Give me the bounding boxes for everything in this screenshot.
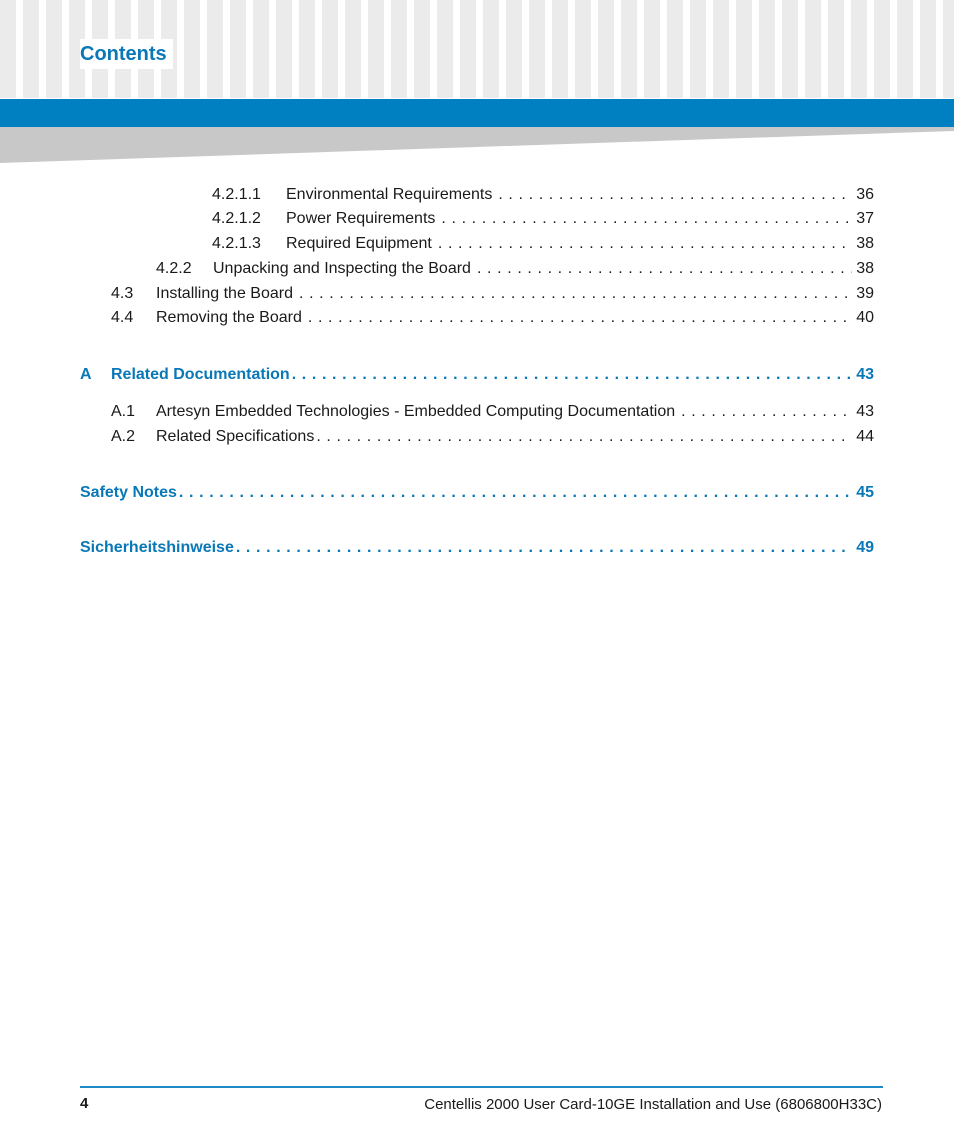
dot-leader	[299, 284, 852, 304]
toc-entry-title: Environmental Requirements	[286, 186, 493, 203]
toc-entry-4-2-2[interactable]	[156, 259, 874, 279]
toc-entry-page: 45	[856, 484, 874, 501]
toc-entry-sicherheitshinweise[interactable]	[80, 538, 874, 558]
toc-entry-page: 40	[856, 309, 874, 326]
toc-entry-a-1[interactable]	[111, 402, 874, 422]
toc-entry-a-2[interactable]	[111, 427, 874, 447]
toc-entry-number: 4.2.1.3	[212, 235, 261, 252]
footer-document-title: Centellis 2000 User Card-10GE Installation and Use (6806800H33C)	[424, 1096, 882, 1113]
dot-leader	[681, 402, 852, 422]
toc-entry-title: Removing the Board	[156, 309, 302, 326]
toc-entry-number: 4.4	[111, 309, 134, 326]
toc-entry-page: 43	[856, 366, 874, 383]
toc-entry-number: A.2	[111, 428, 136, 445]
dot-leader	[438, 234, 852, 254]
footer-rule	[80, 1086, 883, 1088]
dot-leader	[292, 365, 853, 385]
toc-entry-number: 4.2.1.1	[212, 186, 261, 203]
dot-leader	[236, 538, 852, 558]
toc-entry-title: Required Equipment	[286, 235, 432, 252]
toc-entry-page: 39	[856, 285, 874, 302]
toc-entry-number: 4.3	[111, 285, 134, 302]
toc-entry-4-2-1-3[interactable]	[212, 234, 874, 254]
header-gray-wedge	[0, 127, 954, 165]
toc-entry-page: 44	[856, 428, 874, 445]
toc-entry-4-2-1-1[interactable]	[212, 185, 874, 205]
toc-entry-title: Power Requirements	[286, 210, 436, 227]
toc-entry-number: A	[80, 366, 92, 383]
toc-entry-number: 4.2.1.2	[212, 210, 261, 227]
dot-leader	[308, 308, 852, 328]
toc-entry-4-3[interactable]	[111, 284, 874, 304]
toc-entry-title: Unpacking and Inspecting the Board	[213, 260, 471, 277]
toc-entry-4-4[interactable]	[111, 308, 874, 328]
toc-entry-title: Artesyn Embedded Technologies - Embedded Computing Documentation	[156, 403, 676, 420]
footer-page-number: 4	[80, 1095, 89, 1112]
toc-entry-number: 4.2.2	[156, 260, 192, 277]
toc-entry-page: 37	[856, 210, 874, 227]
toc-entry-title: Sicherheitshinweise	[80, 539, 234, 556]
dot-leader	[316, 427, 852, 447]
dot-leader	[477, 259, 852, 279]
toc-entry-title: Safety Notes	[80, 484, 177, 501]
toc-entry-title: Related Documentation	[111, 366, 290, 383]
toc-entry-page: 49	[856, 539, 874, 556]
page-title: Contents	[80, 39, 173, 69]
dot-leader	[498, 185, 852, 205]
toc-entry-page: 38	[856, 235, 874, 252]
toc-entry-title: Installing the Board	[156, 285, 293, 302]
toc-entry-title: Related Specifications	[156, 428, 315, 445]
dot-leader	[441, 209, 852, 229]
toc-entry-number: A.1	[111, 403, 136, 420]
toc-entry-page: 38	[856, 260, 874, 277]
toc-entry-4-2-1-2[interactable]	[212, 209, 874, 229]
toc-entry-page: 43	[856, 403, 874, 420]
dot-leader	[179, 483, 852, 503]
toc-entry-appendix-a[interactable]	[80, 365, 874, 385]
toc-entry-safety-notes[interactable]	[80, 483, 874, 503]
toc-entry-page: 36	[856, 186, 874, 203]
header-blue-bar	[0, 99, 954, 127]
